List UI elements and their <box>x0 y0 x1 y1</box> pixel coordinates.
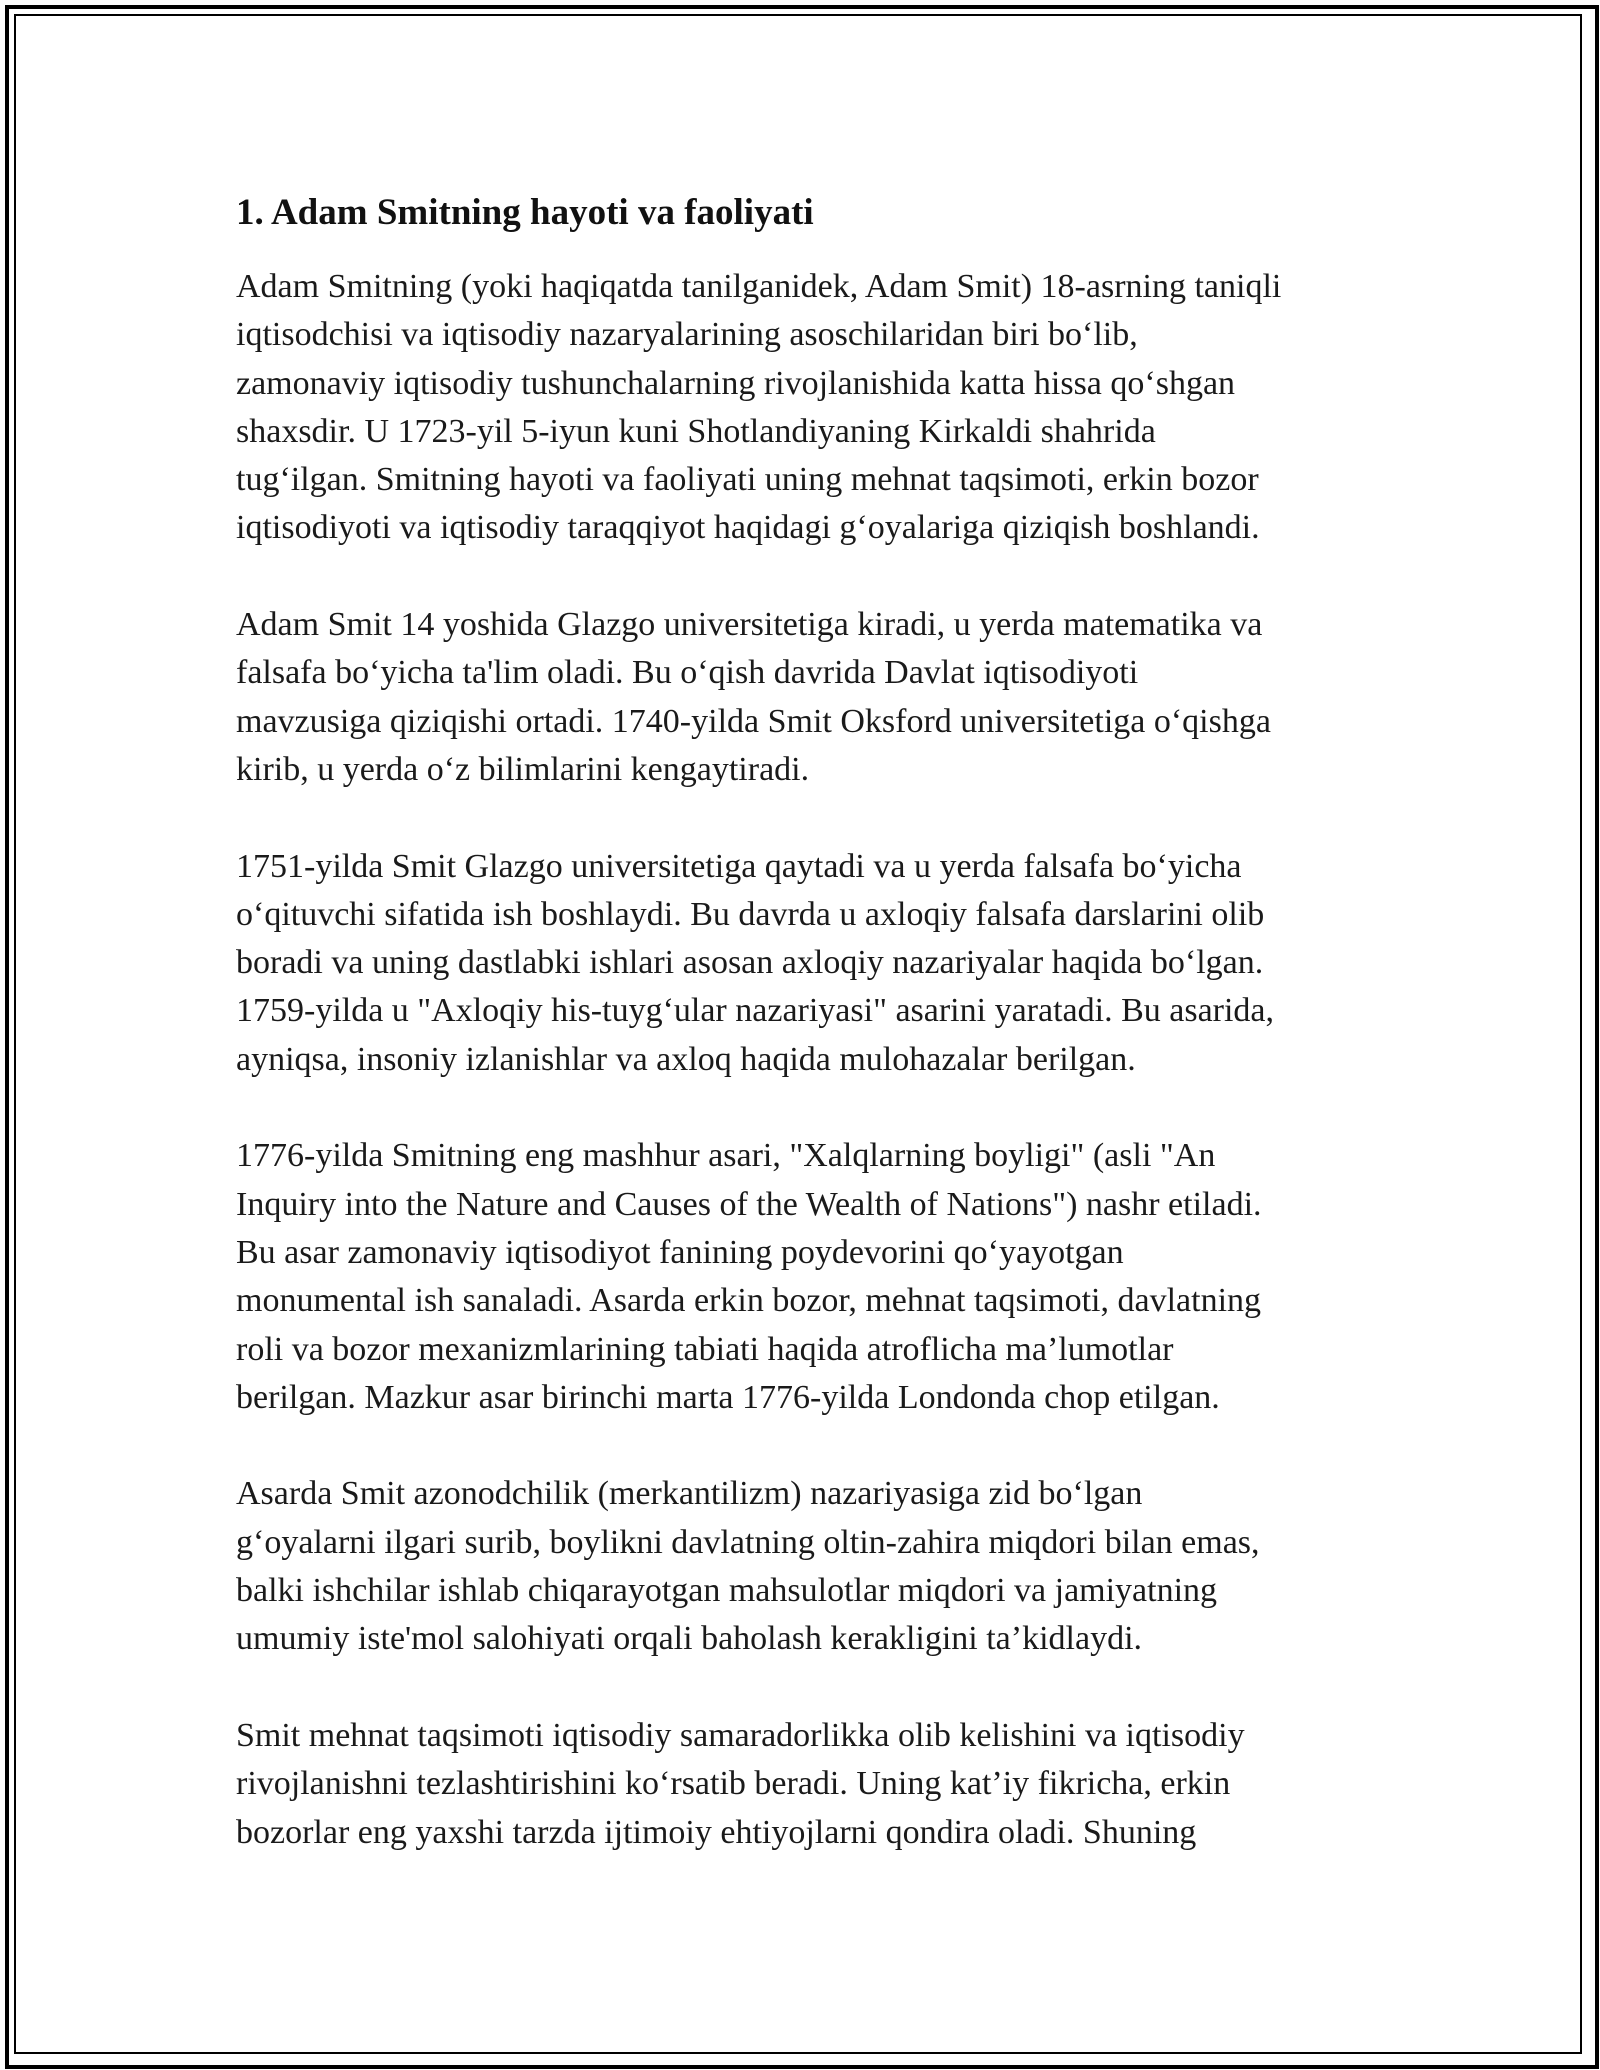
section-heading: 1. Adam Smitning hayoti va faoliyati <box>236 192 814 233</box>
paragraph-4: 1776-yilda Smitning eng mashhur asari, "Xalqlarning boyligi" (asli "An Inquiry into the Nature and Causes of the Wealth of Nations") nashr etiladi. Bu asar zamonaviy iqtisodiyot fanining poydevorini qo‘yayotgan monumental ish sanaladi. Asarda erkin bozor, mehnat taqsimoti, davlatning roli va bozor mexanizmlarining tabiati haqida atroflicha ma’lumotlar berilgan. Mazkur asar birinchi marta 1776-yilda Londonda chop etilgan. <box>236 1137 1262 1416</box>
paragraph-6: Smit mehnat taqsimoti iqtisodiy samaradorlikka olib kelishini va iqtisodiy rivojlanishni tezlashtirishini ko‘rsatib beradi. Uning kat’iy fikricha, erkin bozorlar eng yaxshi tarzda ijtimoiy ehtiyojlarni qondira oladi. Shuning <box>236 1716 1245 1851</box>
paragraph-1: Adam Smitning (yoki haqiqatda tanilganidek, Adam Smit) 18-asrning taniqli iqtisodchisi va iqtisodiy nazaryalarining asoschilaridan biri bo‘lib, zamonaviy iqtisodiy tushunchalarning rivojlanishida katta hissa qo‘shgan shaxsdir. U 1723-yil 5-iyun kuni Shotlandiyaning Kirkaldi shahrida tug‘ilgan. Smitning hayoti va faoliyati uning mehnat taqsimoti, erkin bozor iqtisodiyoti va iqtisodiy taraqqiyot haqidagi g‘oyalariga qiziqish boshlandi. <box>236 268 1282 547</box>
paragraph-2: Adam Smit 14 yoshida Glazgo universitetiga kiradi, u yerda matematika va falsafa bo‘yicha ta'lim oladi. Bu o‘qish davrida Davlat iqtisodiyoti mavzusiga qiziqishi ortadi. 1740-yilda Smit Oksford universitetiga o‘qishga kirib, u yerda o‘z bilimlarini kengaytiradi. <box>236 606 1271 788</box>
document-body <box>236 185 1366 1905</box>
paragraph-3: 1751-yilda Smit Glazgo universitetiga qaytadi va u yerda falsafa bo‘yicha o‘qituvchi sifatida ish boshlaydi. Bu davrda u axloqiy falsafa darslarini olib boradi va uning dastlabki ishlari asosan axloqiy nazariyalar haqida bo‘lgan. 1759-yilda u "Axloqiy his-tuyg‘ular nazariyasi" asarini yaratadi. Bu asarida, ayniqsa, insoniy izlanishlar va axloq haqida mulohazalar berilgan. <box>236 847 1275 1078</box>
paragraph-5: Asarda Smit azonodchilik (merkantilizm) nazariyasiga zid bo‘lgan g‘oyalarni ilgari surib, boylikni davlatning oltin-zahira miqdori bilan emas, balki ishchilar ishlab chiqarayotgan mahsulotlar miqdori va jamiyatning umumiy iste'mol salohiyati orqali baholash kerakligini ta’kidlaydi. <box>236 1475 1260 1658</box>
